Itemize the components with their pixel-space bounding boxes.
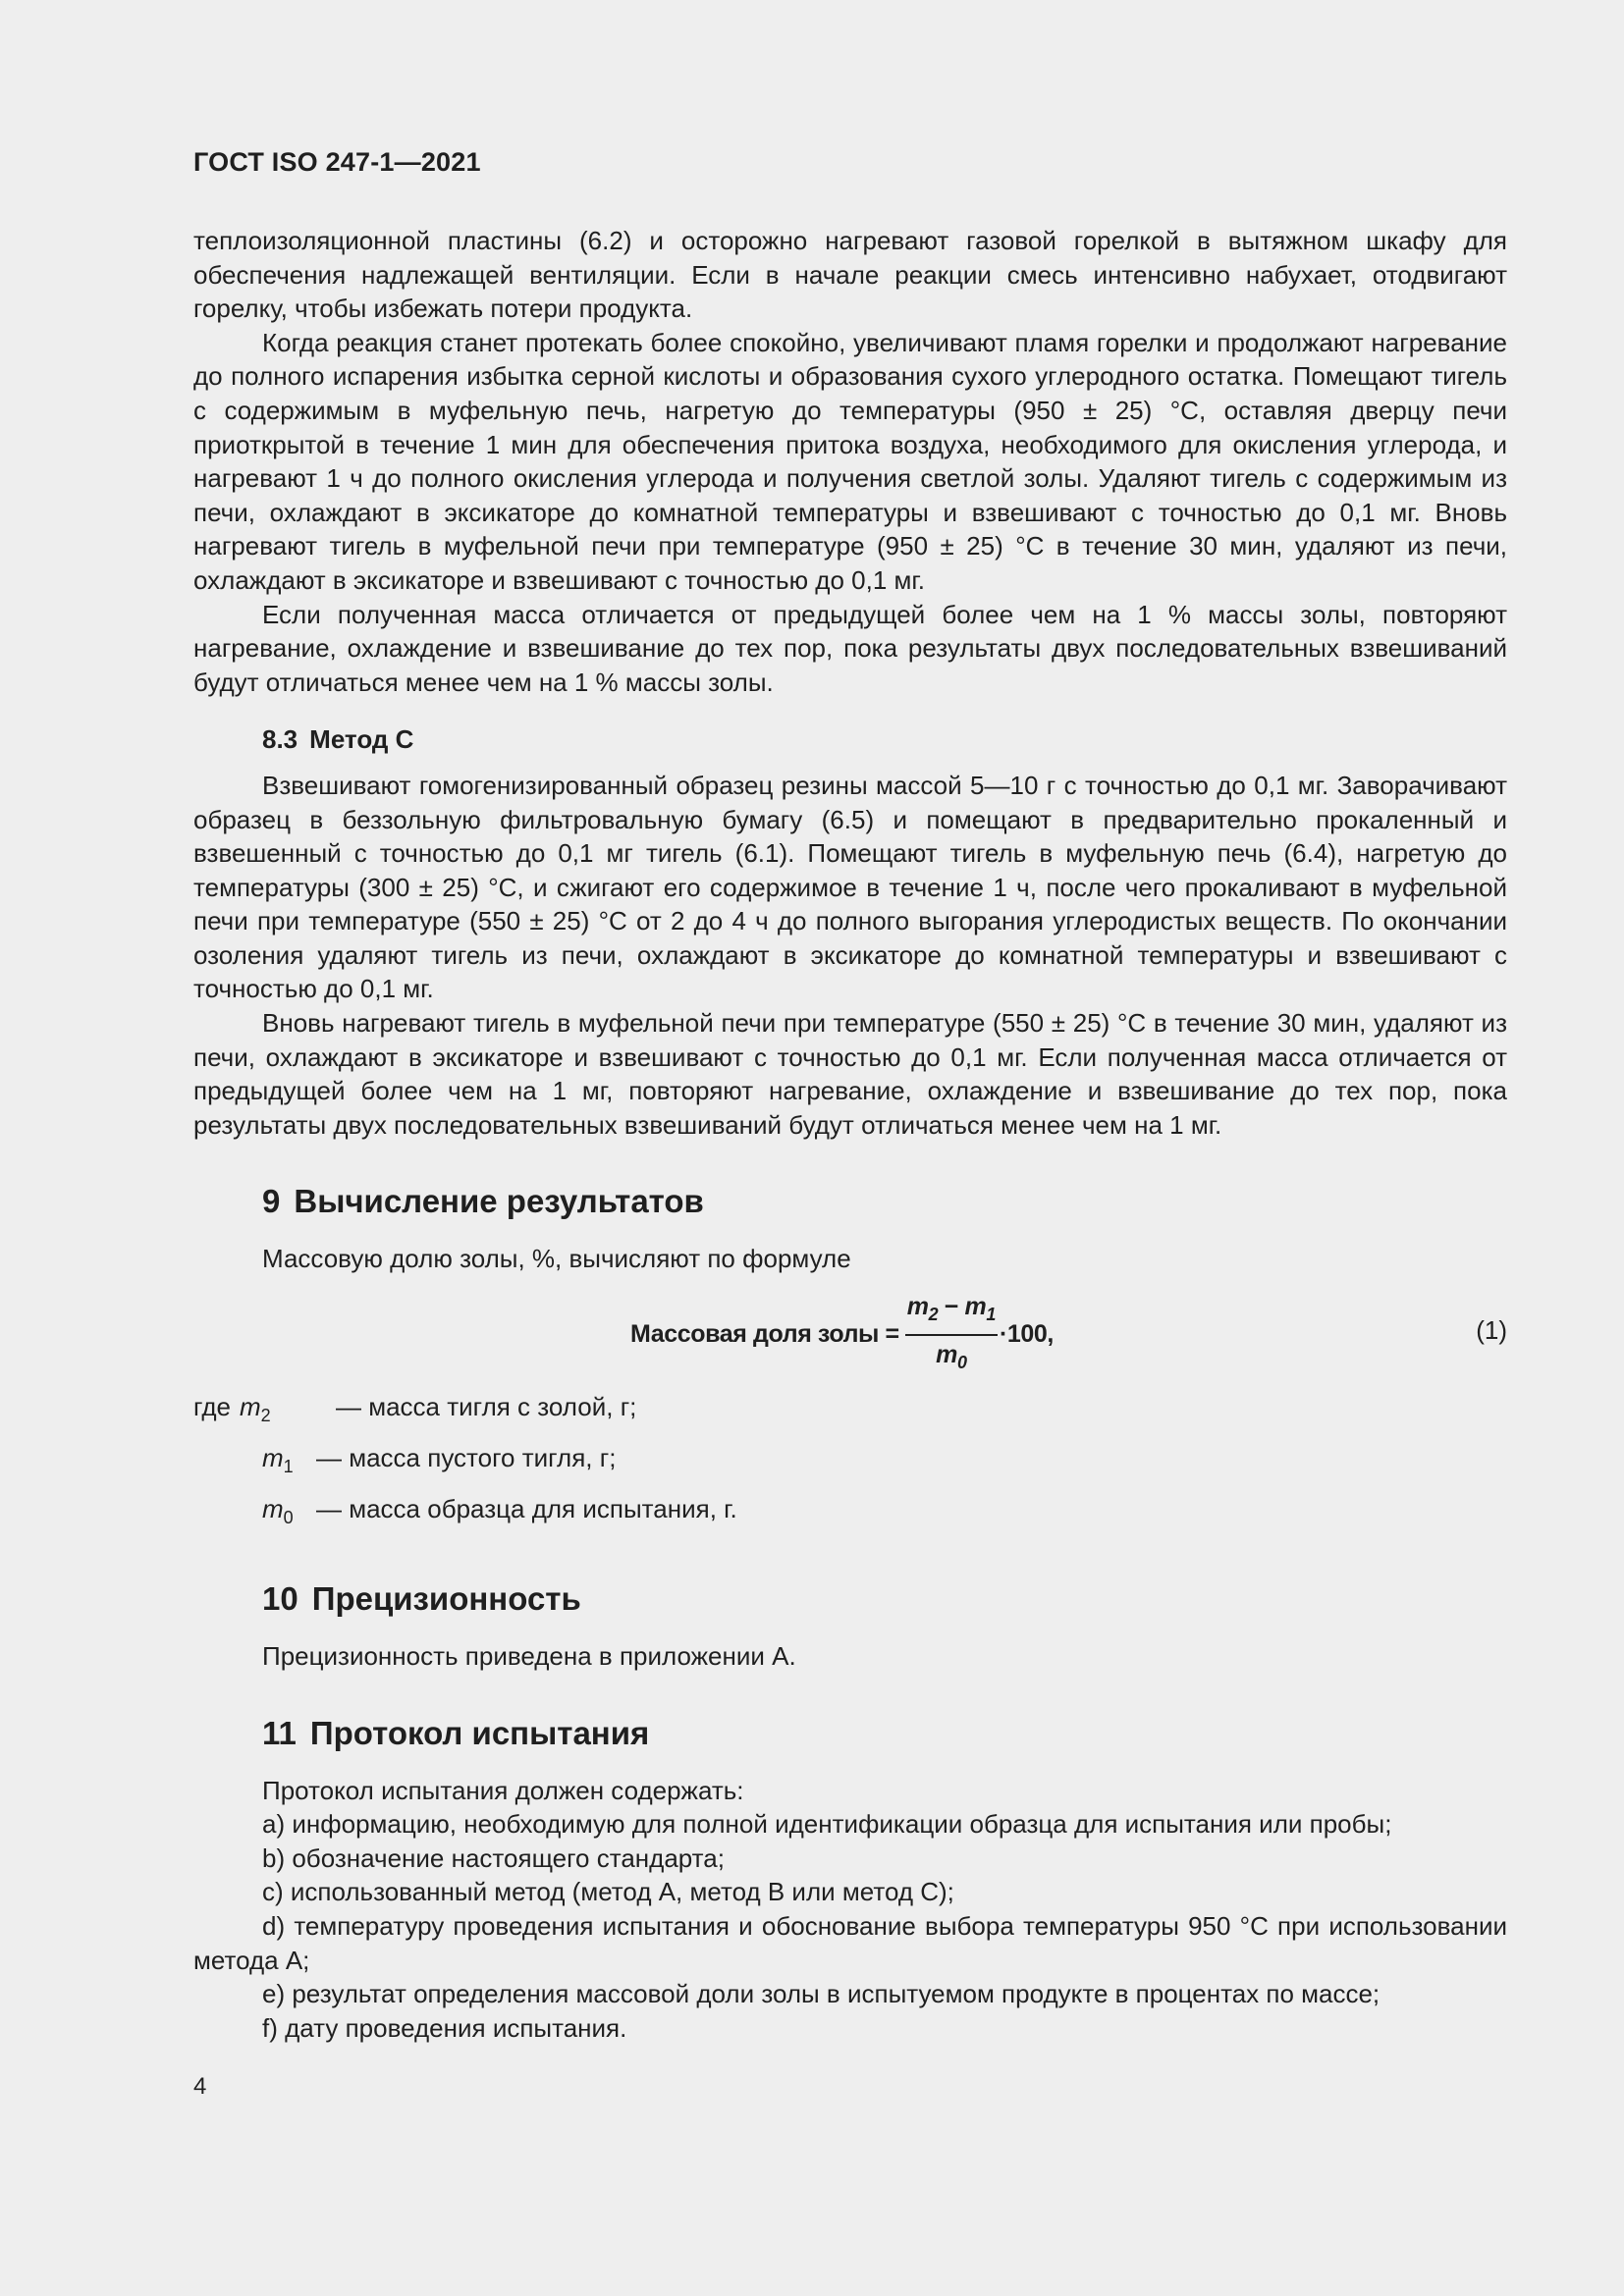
section-heading-9 xyxy=(262,1183,1507,1220)
list-item: b) обозначение настоящего стандарта; xyxy=(262,1842,725,1873)
subsection-number: 8.3 xyxy=(262,724,298,755)
equation-number: (1) xyxy=(1476,1315,1507,1346)
section-number: 10 xyxy=(262,1580,298,1618)
formula-fraction xyxy=(905,1290,998,1379)
definition-text: — масса тигля с золой, г; xyxy=(336,1392,637,1422)
section-number: 9 xyxy=(262,1183,281,1220)
section-heading-10 xyxy=(262,1580,1507,1618)
section-heading-11 xyxy=(262,1715,1507,1752)
ash-formula xyxy=(630,1290,1054,1379)
section-number: 11 xyxy=(262,1714,297,1751)
list-item: а) информацию, необходимую для полной идентификации образца для испытания или пробы; xyxy=(262,1809,1392,1840)
paragraph: Прецизионность приведена в приложении А. xyxy=(262,1641,796,1672)
formula-row xyxy=(193,1284,1507,1370)
formula-lhs: Массовая доля золы = xyxy=(630,1320,899,1349)
section-title: Прецизионность xyxy=(311,1580,581,1618)
paragraph: Вновь нагревают тигель в муфельной печи при температуре (550 ± 25) °С в течение 30 мин, удаляют из печи, охлаждают в эксикаторе и взвешивают с точностью до 0,1 мг. Если полученная масса отличается от предыдущей более чем на 1 мг, повторяют нагревание, охлаждение и взвешивание до тех пор, пока результаты двух последовательных взвешиваний будут отличаться менее чем на 1 мг. xyxy=(193,1008,1507,1140)
subsection-heading-8-3 xyxy=(262,722,1507,757)
formula-intro: Массовую долю золы, %, вычисляют по формуле xyxy=(262,1244,851,1274)
list-item: f) дату проведения испытания. xyxy=(262,2012,627,2043)
list-item: d) температуру проведения испытания и обоснование выбора температуры 950 °С при использовании метода А; xyxy=(193,1911,1507,1975)
page-number: 4 xyxy=(193,2073,207,2100)
formula-tail: ·100, xyxy=(1000,1320,1054,1349)
document-header: ГОСТ ISO 247-1—2021 xyxy=(193,147,481,177)
definition-row: $m_1$ — масса пустого тигля, г; xyxy=(193,1437,1507,1488)
protocol-list xyxy=(193,1774,1507,2046)
paragraph: Когда реакция станет протекать более спокойно, увеличивают пламя горелки и продолжают нагревание до полного испарения избытка серной кислоты и образования сухого углеродного остатка. Помещают тигель с содержимым в муфельную печь, нагретую до температуры (950 ± 25) °С, оставляя дверцу печи приоткрытой в течение 1 мин для обеспечения притока воздуха, необходимого для окисления углерода, и нагревают 1 ч до полного окисления углерода и получения светлой золы. Удаляют тигель с содержимым из печи, охлаждают в эксикаторе до комнатной температуры и взвешивают с точностью до 0,1 мг. Вновь нагревают тигель в муфельной печи при температуре (950 ± 25) °С в течение 30 мин, удаляют из печи, охлаждают в эксикаторе и взвешивают с точностью до 0,1 мг. xyxy=(193,327,1507,595)
formula-numerator: $m_2 - m_1$ xyxy=(905,1290,998,1336)
section-title: Протокол испытания xyxy=(309,1714,650,1751)
definition-text: — масса пустого тигля, г; xyxy=(316,1443,617,1473)
variable-definitions xyxy=(193,1386,1507,1539)
paragraph: Если полученная масса отличается от предыдущей более чем на 1 % массы золы, повторяют нагревание, охлаждение и взвешивание до тех пор, пока результаты двух последовательных взвешиваний будут отличаться менее чем на 1 % массы золы. xyxy=(193,599,1507,697)
subsection-title: Метод С xyxy=(309,724,414,755)
section-title: Вычисление результатов xyxy=(294,1183,704,1220)
paragraph: теплоизоляционной пластины (6.2) и осторожно нагревают газовой горелкой в вытяжном шкафу для обеспечения надлежащей вентиляции. Если в начале реакции смесь интенсивно набухает, отодвигают горелку, чтобы избежать потери продукта. xyxy=(193,226,1507,324)
body-text xyxy=(193,224,1507,2045)
definition-text: — масса образца для испытания, г. xyxy=(316,1494,737,1524)
list-intro: Протокол испытания должен содержать: xyxy=(262,1775,744,1805)
definition-row: $m_0$ — масса образца для испытания, г. xyxy=(193,1488,1507,1539)
definition-row: где $m_2$ — масса тигля с золой, г; xyxy=(193,1386,1507,1437)
paragraph: Взвешивают гомогенизированный образец резины массой 5—10 г с точностью до 0,1 мг. Заворачивают образец в беззольную фильтровальную бумагу (6.5) и помещают в предварительно прокаленный и взвешенный с точностью до 0,1 мг тигель (6.1). Помещают тигель в муфельную печь (6.4), нагретую до температуры (300 ± 25) °С, и сжигают его содержимое в течение 1 ч, после чего прокаливают в муфельной печи при температуре (550 ± 25) °С от 2 до 4 ч до полного выгорания углеродистых веществ. По окончании озоления удаляют тигель из печи, охлаждают в эксикаторе до комнатной температуры и взвешивают с точностью до 0,1 мг. xyxy=(193,770,1507,1004)
formula-denominator: $m_0$ xyxy=(936,1340,967,1372)
list-item: c) использованный метод (метод А, метод В или метод С); xyxy=(262,1877,954,1907)
list-item: е) результат определения массовой доли золы в испытуемом продукте в процентах по массе; xyxy=(262,1979,1380,2009)
